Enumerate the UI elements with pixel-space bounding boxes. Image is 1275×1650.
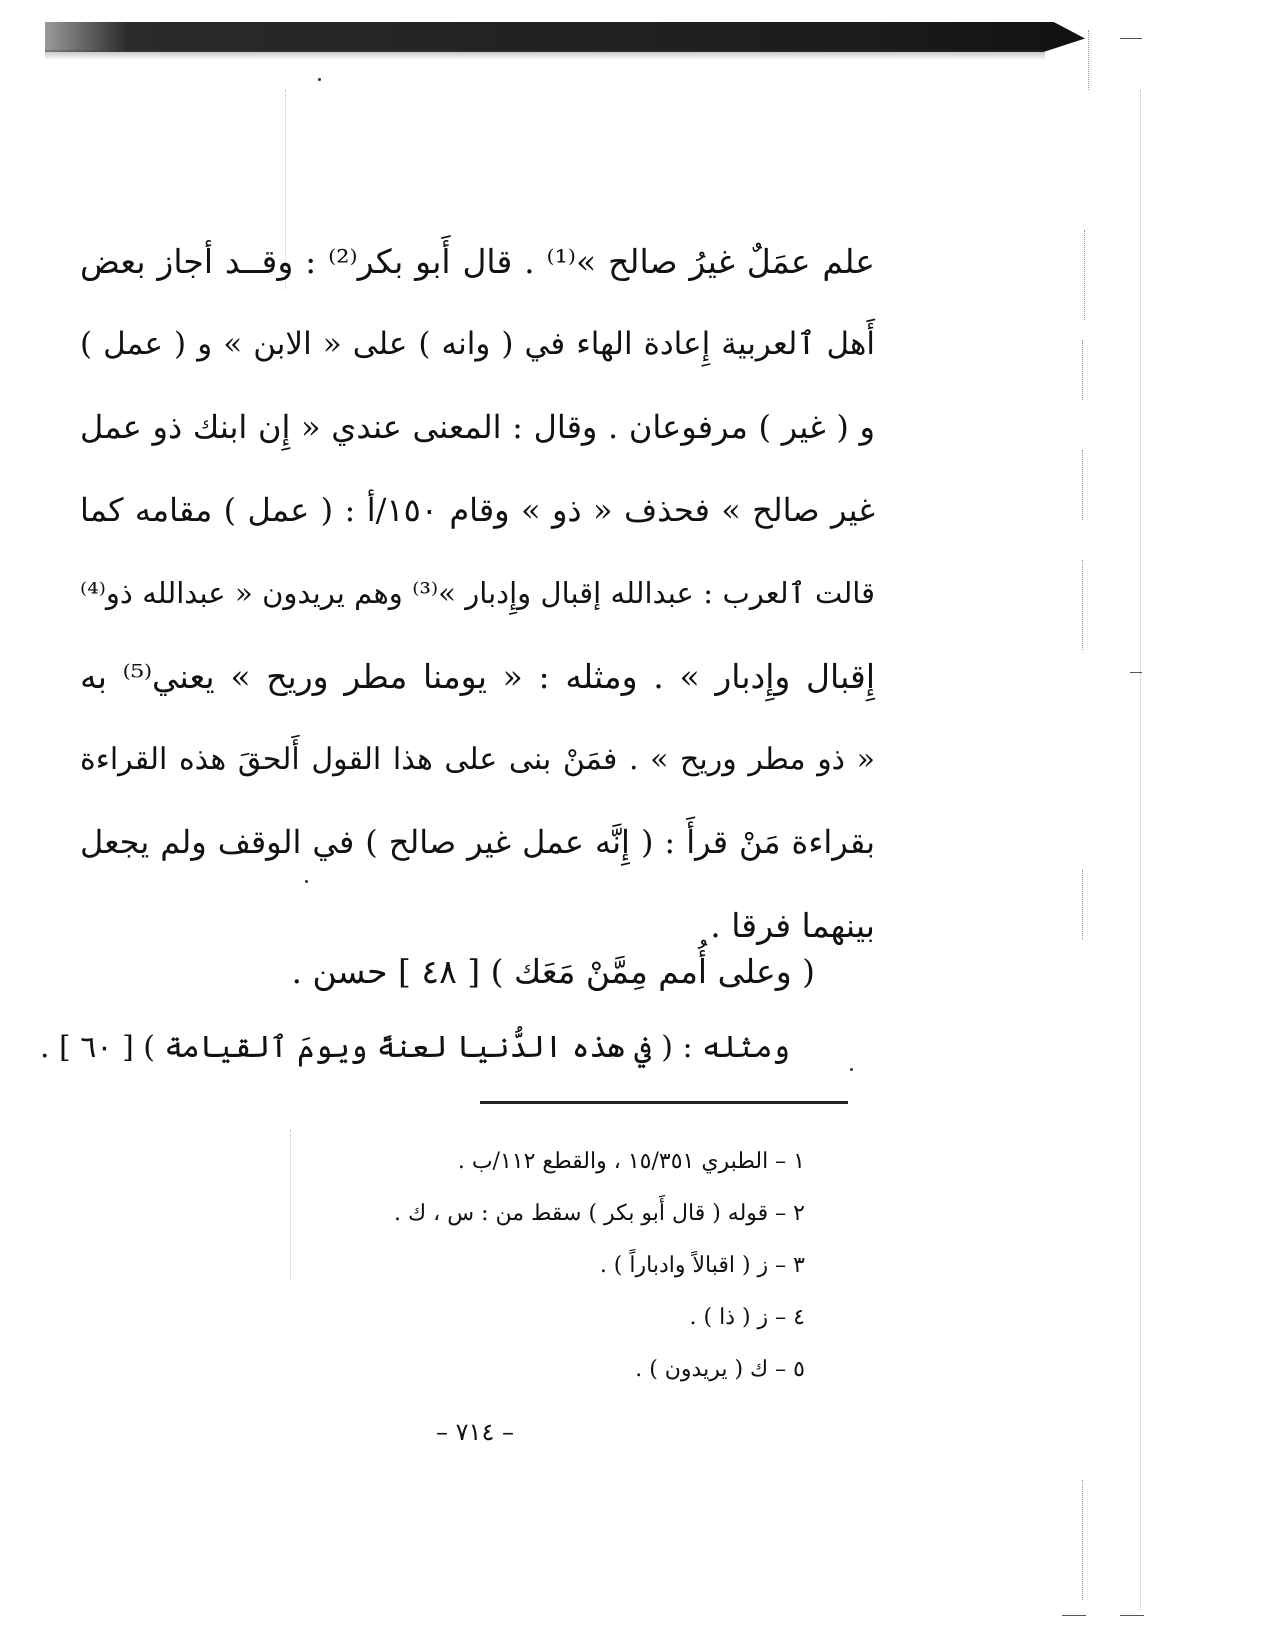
scan-speck — [318, 78, 321, 81]
margin-artifact-line — [1082, 1480, 1083, 1600]
body-line: بقراءة مَنْ قرأَ : ( إِنَّه عمل غير صالح ) في الوقف ولم يجعل — [80, 823, 875, 861]
margin-artifact-tick — [1130, 672, 1142, 673]
margin-artifact-tick — [1120, 38, 1142, 39]
scan-top-shadow-fade — [45, 50, 1045, 60]
body-line: و ( غير ) مرفوعان . وقال : المعنى عندي « إِن ابنك ذو عمل — [80, 408, 875, 446]
footnote: ٤ – ز ( ذا ) . — [689, 1305, 805, 1330]
scan-top-shadow — [45, 22, 1085, 52]
body-line: غير صالح » فحذف « ذو » وقام ١٥٠/أ : ( عمل ) مقامه كما — [80, 491, 876, 529]
body-line: علم عمَلٌ غيرُ صالح »⁽¹⁾ . قال أَبو بكر⁽²⁾ : وقــد أجاز بعض — [80, 242, 875, 281]
footnote: ١ – الطبري ١٥/٣٥١ ، والقطع ١١٢/ب . — [457, 1149, 805, 1174]
body-line: بينهما فرقا . — [710, 906, 875, 945]
verse-line: ومثله : ( في هذه الدُّنيا لعنةً ويومَ ٱلقيامة ) [ ٦٠ ] . — [39, 1030, 790, 1065]
footnote: ٥ – ك ( يريدون ) . — [635, 1357, 805, 1382]
footnote-separator — [480, 1101, 848, 1104]
margin-artifact-tick — [1120, 1615, 1144, 1616]
body-line: قالت ٱلعرب : عبدالله إقبال وإِدبار »⁽³⁾ وهم يريدون « عبدالله ذو⁽⁴⁾ — [80, 576, 875, 610]
footnotes — [245, 1136, 805, 1396]
verse-line: ( وعلى أُمم مِمَّنْ مَعَك ) [ ٤٨ ] حسن . — [291, 952, 815, 991]
margin-artifact-line — [1082, 870, 1083, 940]
margin-artifact-line — [1084, 230, 1085, 320]
body-line: إِقبال وإِدبار » . ومثله : « يومنا مطر وريح » يعني⁽⁵⁾ به — [80, 657, 875, 696]
main-paragraph — [80, 220, 875, 967]
margin-artifact-line — [1082, 560, 1083, 650]
margin-artifact-line — [1082, 450, 1083, 520]
footnote: ٣ – ز ( اقبالاً وادباراً ) . — [599, 1253, 805, 1278]
margin-artifact-line — [1088, 30, 1089, 90]
scan-speck — [850, 1068, 853, 1071]
body-line: « ذو مطر وريح » . فمَنْ بنى على هذا القول أَلحقَ هذه القراءة — [80, 742, 875, 777]
margin-artifact-tick — [1062, 1615, 1086, 1616]
margin-artifact-line — [1082, 340, 1083, 400]
margin-artifact-line — [1140, 90, 1141, 1610]
body-line: أَهل ٱلعربية إِعادة الهاء في ( وانه ) على « الابن » و ( عمل ) — [80, 326, 875, 362]
page-number: – ٧١٤ – — [436, 1418, 514, 1446]
footnote: ٢ – قوله ( قال أَبو بكر ) سقط من : س ، ك . — [394, 1201, 805, 1226]
